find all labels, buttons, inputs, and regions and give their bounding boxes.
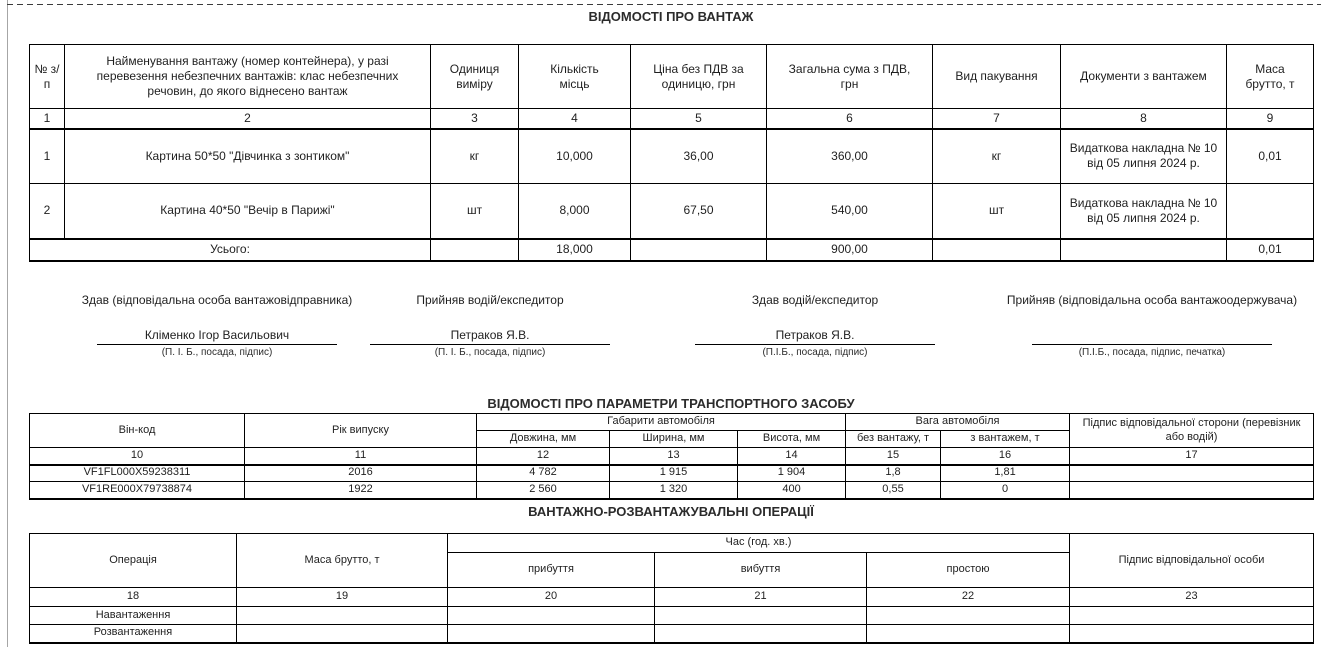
operations-section-title: ВАНТАЖНО-РОЗВАНТАЖУВАЛЬНІ ОПЕРАЦІЇ xyxy=(528,504,814,519)
total-unit-empty xyxy=(431,239,519,261)
cargo-total-row xyxy=(30,239,1314,261)
cell-responsible-sign xyxy=(1070,607,1314,625)
signature-caption: (П.І.Б., посада, підпис, печатка) xyxy=(1078,347,1226,358)
total-mass: 0,01 xyxy=(1227,239,1314,261)
cell-price: 36,00 xyxy=(631,129,767,184)
signature-title: Прийняв водій/експедитор xyxy=(416,292,564,307)
header-documents: Документи з вантажем xyxy=(1061,45,1227,109)
cell-weight-loaded: 1,81 xyxy=(941,465,1070,482)
header-mass-text: Маса брутто, т xyxy=(1245,61,1295,91)
cargo-section-title: ВІДОМОСТІ ПРО ВАНТАЖ xyxy=(588,9,754,24)
header-name: Найменування вантажу (номер контейнера), у разі перевезення небезпечних вантажів: клас небезпечних речовин, до якого віднесено вантаж xyxy=(65,45,431,109)
total-sum: 900,00 xyxy=(767,239,933,261)
col-number: 2 xyxy=(65,109,431,129)
page-break-dashed-line xyxy=(7,4,1321,5)
cell-packaging: кг xyxy=(933,129,1061,184)
page-boundary-line xyxy=(7,0,8,647)
signature-name: Петраков Я.В. xyxy=(695,327,935,345)
cell-vin: VF1FL000X59238311 xyxy=(30,465,245,482)
col-number: 12 xyxy=(477,448,610,465)
cell-num: 2 xyxy=(30,184,65,239)
total-label: Усього: xyxy=(30,239,431,261)
col-number: 15 xyxy=(846,448,941,465)
operations-header-row-group xyxy=(30,534,1314,553)
cargo-row-1 xyxy=(30,129,1314,184)
col-number: 19 xyxy=(237,588,448,607)
cell-carrier-sign xyxy=(1070,465,1314,482)
operations-row-unloading xyxy=(30,625,1314,643)
header-height: Висота, мм xyxy=(738,431,846,448)
transport-column-numbers-row xyxy=(30,448,1314,465)
col-number: 8 xyxy=(1061,109,1227,129)
col-number: 4 xyxy=(519,109,631,129)
cell-weight-empty: 0,55 xyxy=(846,482,941,499)
cell-gross-mass xyxy=(237,625,448,643)
col-number: 21 xyxy=(655,588,867,607)
cell-gross-mass xyxy=(237,607,448,625)
transport-header-row-group xyxy=(30,414,1314,431)
cell-departure xyxy=(655,607,867,625)
total-price-empty xyxy=(631,239,767,261)
header-time-group: Час (год. хв.) xyxy=(448,534,1070,553)
cell-departure xyxy=(655,625,867,643)
header-packaging: Вид пакування xyxy=(933,45,1061,109)
signature-caption: (П. І. Б., посада, підпис) xyxy=(161,347,273,358)
signature-block-driver-delivered xyxy=(675,270,955,358)
cell-width: 1 915 xyxy=(610,465,738,482)
col-number: 7 xyxy=(933,109,1061,129)
col-number: 17 xyxy=(1070,448,1314,465)
signature-block-sender xyxy=(67,270,367,358)
transport-row-2 xyxy=(30,482,1314,499)
header-carrier-sign: Підпис відповідальної сторони (перевізник або водій) xyxy=(1070,414,1314,448)
signature-name: Кліменко Ігор Васильович xyxy=(97,327,337,345)
header-vin: Він-код xyxy=(30,414,245,448)
header-qty xyxy=(519,45,631,109)
signature-title: Здав (відповідальна особа вантажовідправника) xyxy=(81,292,353,307)
col-number: 11 xyxy=(245,448,477,465)
header-qty-text: Кількість місць xyxy=(550,61,599,91)
cargo-row-2 xyxy=(30,184,1314,239)
cell-name: Картина 40*50 "Вечір в Парижі" xyxy=(65,184,431,239)
header-weight-loaded: з вантажем, т xyxy=(941,431,1070,448)
cell-year: 2016 xyxy=(245,465,477,482)
header-unit: Одиниця виміру xyxy=(431,45,519,109)
cell-length: 2 560 xyxy=(477,482,610,499)
cell-packaging: шт xyxy=(933,184,1061,239)
operations-table xyxy=(29,533,1314,644)
cell-responsible-sign xyxy=(1070,625,1314,643)
signature-name xyxy=(1032,327,1272,345)
header-operation: Операція xyxy=(30,534,237,588)
cargo-header-row xyxy=(30,45,1314,109)
cell-weight-empty: 1,8 xyxy=(846,465,941,482)
total-qty: 18,000 xyxy=(519,239,631,261)
cell-num: 1 xyxy=(30,129,65,184)
col-number: 14 xyxy=(738,448,846,465)
signature-block-receiver xyxy=(1002,270,1302,358)
total-packaging-empty xyxy=(933,239,1061,261)
cell-qty: 8,000 xyxy=(519,184,631,239)
cell-year: 1922 xyxy=(245,482,477,499)
col-number: 18 xyxy=(30,588,237,607)
col-number: 22 xyxy=(867,588,1070,607)
signature-caption: (П.І.Б., посада, підпис) xyxy=(762,347,868,358)
cell-unit: кг xyxy=(431,129,519,184)
cell-documents: Видаткова накладна № 10 від 05 липня 2024 р. xyxy=(1061,129,1227,184)
signature-title: Здав водій/експедитор xyxy=(751,292,879,307)
cell-name: Картина 50*50 "Дівчинка з зонтиком" xyxy=(65,129,431,184)
signatures-section xyxy=(29,270,1313,370)
col-number: 20 xyxy=(448,588,655,607)
cell-weight-loaded: 0 xyxy=(941,482,1070,499)
header-width: Ширина, мм xyxy=(610,431,738,448)
cell-documents: Видаткова накладна № 10 від 05 липня 2024 р. xyxy=(1061,184,1227,239)
cell-mass xyxy=(1227,184,1314,239)
header-idle: простою xyxy=(867,553,1070,588)
transport-section-title: ВІДОМОСТІ ПРО ПАРАМЕТРИ ТРАНСПОРТНОГО ЗАСОБУ xyxy=(487,396,855,411)
header-responsible-sign: Підпис відповідальної особи xyxy=(1070,534,1314,588)
cell-sum: 360,00 xyxy=(767,129,933,184)
header-dimensions-group: Габарити автомобіля xyxy=(477,414,846,431)
cell-idle xyxy=(867,625,1070,643)
total-documents-empty xyxy=(1061,239,1227,261)
signature-caption: (П. І. Б., посада, підпис) xyxy=(434,347,546,358)
col-number: 23 xyxy=(1070,588,1314,607)
cell-operation: Розвантаження xyxy=(30,625,237,643)
cell-arrival xyxy=(448,607,655,625)
header-sum xyxy=(767,45,933,109)
col-number: 3 xyxy=(431,109,519,129)
header-price: Ціна без ПДВ за одиницю, грн xyxy=(631,45,767,109)
header-num: № з/п xyxy=(30,45,65,109)
header-weight-empty: без вантажу, т xyxy=(846,431,941,448)
cell-operation: Навантаження xyxy=(30,607,237,625)
cell-height: 400 xyxy=(738,482,846,499)
cell-price: 67,50 xyxy=(631,184,767,239)
header-length: Довжина, мм xyxy=(477,431,610,448)
cell-mass: 0,01 xyxy=(1227,129,1314,184)
cell-vin: VF1RE000X79738874 xyxy=(30,482,245,499)
transport-row-1 xyxy=(30,465,1314,482)
header-departure: вибуття xyxy=(655,553,867,588)
col-number: 16 xyxy=(941,448,1070,465)
signature-name: Петраков Я.В. xyxy=(370,327,610,345)
signature-block-driver-accepted xyxy=(350,270,630,358)
header-mass xyxy=(1227,45,1314,109)
cell-carrier-sign xyxy=(1070,482,1314,499)
col-number: 1 xyxy=(30,109,65,129)
col-number: 6 xyxy=(767,109,933,129)
operations-row-loading xyxy=(30,607,1314,625)
col-number: 9 xyxy=(1227,109,1314,129)
operations-column-numbers-row xyxy=(30,588,1314,607)
signature-title: Прийняв (відповідальна особа вантажоодержувача) xyxy=(1006,292,1298,307)
transport-table xyxy=(29,413,1314,500)
cell-unit: шт xyxy=(431,184,519,239)
header-sum-text: Загальна сума з ПДВ, грн xyxy=(788,61,911,91)
header-year: Рік випуску xyxy=(245,414,477,448)
cargo-table xyxy=(29,44,1314,262)
cell-idle xyxy=(867,607,1070,625)
cell-arrival xyxy=(448,625,655,643)
cargo-column-numbers-row xyxy=(30,109,1314,129)
col-number: 10 xyxy=(30,448,245,465)
cell-length: 4 782 xyxy=(477,465,610,482)
header-arrival: прибуття xyxy=(448,553,655,588)
cell-height: 1 904 xyxy=(738,465,846,482)
col-number: 13 xyxy=(610,448,738,465)
header-gross-mass: Маса брутто, т xyxy=(237,534,448,588)
cell-sum: 540,00 xyxy=(767,184,933,239)
col-number: 5 xyxy=(631,109,767,129)
cell-width: 1 320 xyxy=(610,482,738,499)
header-weight-group: Вага автомобіля xyxy=(846,414,1070,431)
cell-qty: 10,000 xyxy=(519,129,631,184)
